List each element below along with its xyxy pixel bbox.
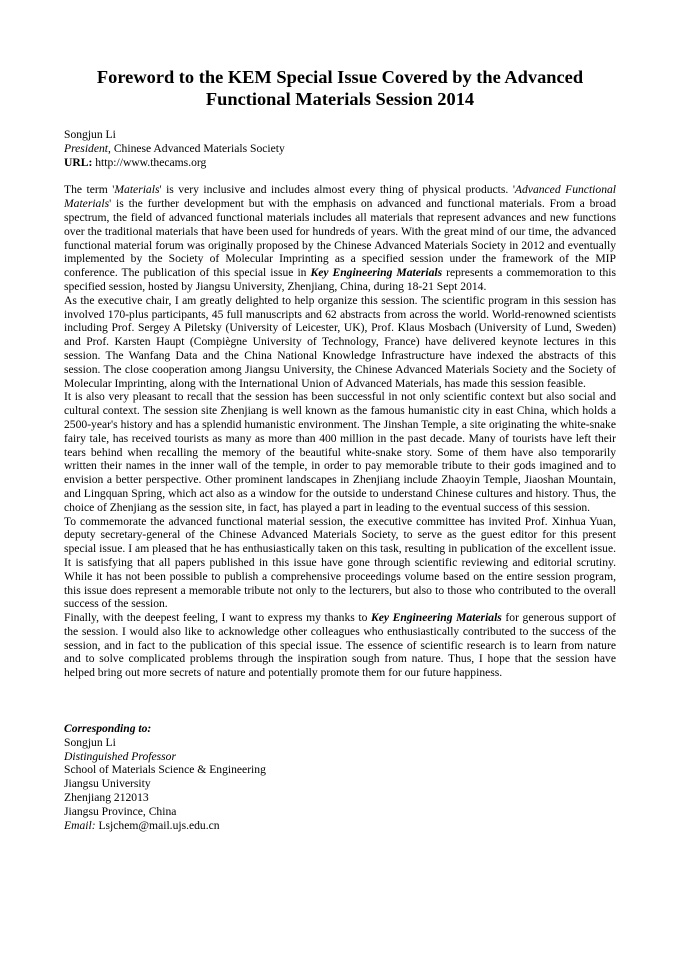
document-title [64,66,616,110]
author-role: President [64,141,109,155]
author-url-line [64,156,616,170]
p1-italic-materials: Materials [114,183,160,197]
document-page [64,66,616,832]
p1-text-e: ' is the further development but with the emphasis on advanced and functional materials. From a broad spectrum, the field of advanced functional materials includes all materials that represent advances and new functions over the traditional materials that have been used for hundreds of years. With the great mind of our time, the advanced functional material forum was originally proposed by the Chinese Advanced Materials Society in 2012 and eventually implemented by the Society of Molecular Imprinting as a specified session under the framework of the MIP conference. The publication of this special issue in [64,197,616,280]
p1-italic-afm: Advanced Functional Materials [64,183,617,211]
paragraph-5 [64,611,616,680]
p5-text-c: for generous support of the session. I would also like to acknowledge other colleagues who enthusiastically contributed to the success of the session, and in fact to the publication of this special issue. The essence of scientific research is to learn from nature and to solve complicated problems through the inspiration sough from nature. Thus, I hope that the session have helped bring out more secrets of nature and potentially promote them for our future happiness. [64,611,616,680]
body-text [64,183,616,680]
paragraph-4: To commemorate the advanced functional material session, the executive committee has invited Prof. Xinhua Yuan, deputy secretary-general of the Chinese Advanced Materials Society, to serve as the guest editor for this present special issue. I am pleased that he has enthusiastically taken on this task, resulting in publication of the excellent issue. It is satisfying that all papers published in this issue have gone through scientific reviewing and editorial scrutiny. While it has not been possible to publish a comprehensive proceedings volume based on the entire session program, this issue does represent a memorable tribute not only to the lecturers, but also to those who contributed to the overall success of the session. [64,514,616,611]
paragraph-1 [64,183,616,293]
p1-text-a: The term ' [64,183,115,197]
contact-email-line [64,819,616,833]
author-name: Songjun Li [64,128,116,141]
p1-text-c: ' is very inclusive and includes almost every thing of physical products. ' [159,183,515,197]
p5-journal-name: Key Engineering Materials [370,611,502,625]
title-line-1: Foreword to the KEM Special Issue Covered by the Advanced [96,67,584,87]
email-label: Email: [64,818,96,832]
p1-journal-name: Key Engineering Materials [310,266,443,280]
title-line-2: Functional Materials Session 2014 [205,89,475,109]
contact-city: Zhenjiang 212013 [64,791,149,805]
contact-school: School of Materials Science & Engineering [64,763,266,777]
contact-name: Songjun Li [64,735,116,749]
url-label: URL: [64,155,93,169]
contact-title [64,750,616,764]
author-block [64,128,616,169]
contact-university: Jiangsu University [64,777,151,791]
author-url[interactable]: http://www.thecams.org [92,155,207,169]
contact-title-text: Distinguished Professor [64,749,176,763]
contact-email[interactable]: Lsjchem@mail.ujs.edu.cn [95,818,220,832]
author-affiliation [64,142,616,156]
contact-province: Jiangsu Province, China [64,804,177,818]
p1-text-g: represents a commemoration to this specified session, hosted by Jiangsu University, Zhenjiang, China, during 18-21 Sept 2014. [64,266,616,293]
p5-text-a: Finally, with the deepest feeling, I want to express my thanks to [64,611,371,625]
paragraph-3: It is also very pleasant to recall that the session has been successful in not only scientific context but also social and cultural context. The session site Zhenjiang is well known as the famous humanistic city in east China, which holds a 2500-year's history and has a splendid humanistic environment. The Jinshan Temple, a site originating the white-snake fairy tale, has received tourists as many as more than 400 million in the past decade. Many of tourists have left their tears behind when recalling the memory of the beautiful white-snake story. Some of them have also temporarily written their names in the inner wall of the temple, in order to pay memorable tribute to their gods imagined and to envision a better perspective. Other prominent landscapes in Zhenjiang include Zhaoyin Temple, Jiaoshan Mountain, and Lingquan Spring, which act also as a window for the outside to understand Chinese cultures and history. Thus, the choice of Zhenjiang as the session site, in fact, has played a part in leading to the eventual success of this session. [64,390,616,514]
author-org: , Chinese Advanced Materials Society [108,141,285,155]
contact-heading: Corresponding to: [64,722,152,736]
contact-block [64,722,616,832]
paragraph-2: As the executive chair, I am greatly delighted to help organize this session. The scientific program in this session has involved 170-plus participants, 45 full manuscripts and 62 abstracts from across the world. World-renowned scientists including Prof. Sergey A Piletsky (University of Leicester, UK), Prof. Klaus Mosbach (University of Lund, Sweden) and Prof. Karsten Haupt (Compiègne University of Technology, France) have delivered keynote lectures in this session. The Wanfang Data and the China National Knowledge Infrastructure have indexed the abstracts of this session. The close cooperation among Jiangsu University, the Chinese Advanced Materials Society and the Society of Molecular Imprinting, along with the International Union of Advanced Materials, has made this session feasible. [64,293,616,390]
